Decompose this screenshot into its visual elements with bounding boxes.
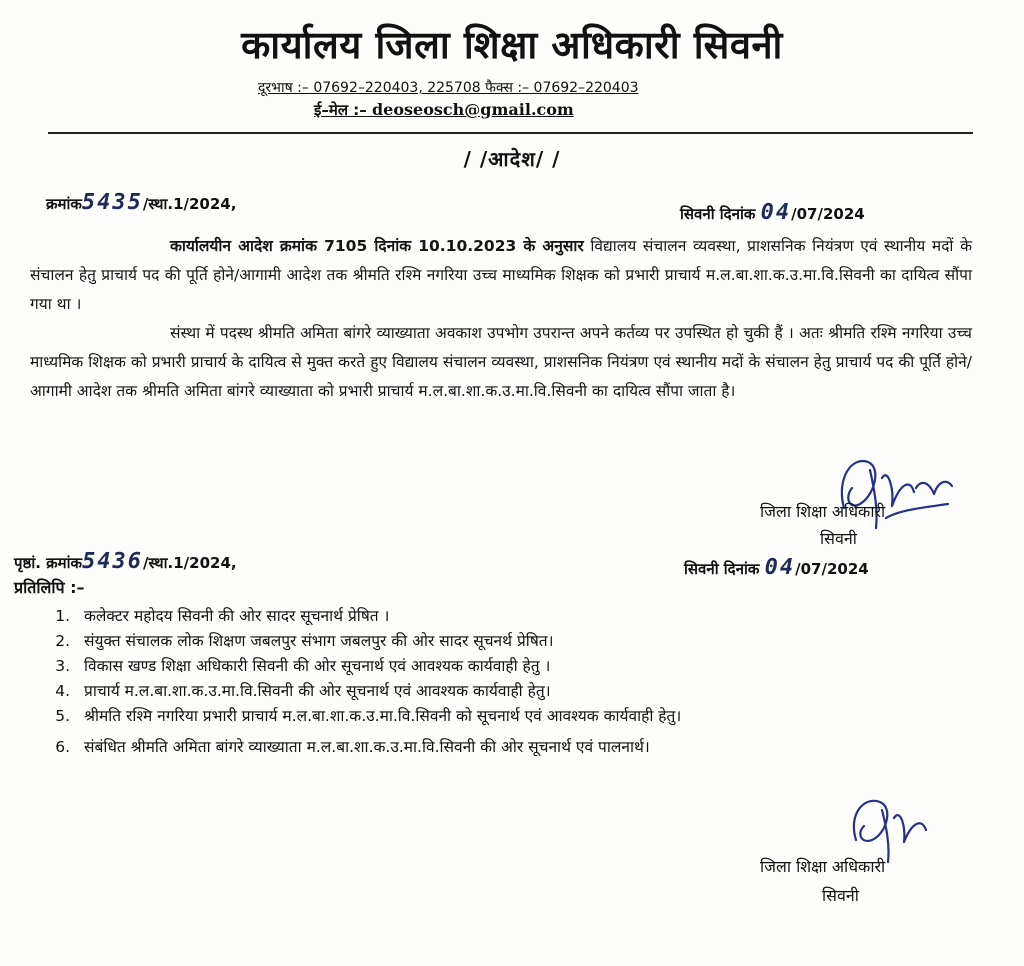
header-divider [48, 132, 973, 134]
order-number-handwritten: 5435 [81, 190, 143, 215]
endorsement-number-handwritten: 5436 [82, 549, 144, 574]
endorsement-date [684, 555, 869, 580]
list-item: 4. प्राचार्य म.ल.बा.शा.क.उ.मा.वि.सिवनी की ओर सूचनार्थ एवं आवश्यक कार्यवाही हेतु। [55, 682, 551, 700]
list-item: 1. कलेक्टर महोदय सिवनी की ओर सादर सूचनार्थ प्रेषित । [55, 607, 390, 625]
signatory-title-1: जिला शिक्षा अधिकारी [760, 502, 886, 521]
signatory-place-1: सिवनी [820, 529, 857, 548]
endorsement-ref-suffix: /स्था.1/2024, [143, 554, 237, 572]
list-item: 2. संयुक्त संचालक लोक शिक्षण जबलपुर संभाग जबलपुर की ओर सादर सूचनर्थ प्रेषित। [55, 632, 554, 650]
order-heading: / /आदेश/ / [463, 147, 561, 171]
contact-numbers: दूरभाष :– 07692–220403, 225708 फैक्स :– 07692–220403 [258, 80, 639, 96]
paragraph-1-reference: कार्यालयीन आदेश क्रमांक 7105 दिनांक 10.10.2023 के अनुसार [170, 237, 584, 255]
paragraph-2: संस्था में पदस्थ श्रीमति अमिता बांगरे व्याख्याता अवकाश उपभोग उपरान्त अपने कर्तव्य पर उपस्थित हो चुकी हैं । अतः श्रीमति रश्मि नगरिया उच्च माध्यमिक शिक्षक को प्रभारी प्राचार्य के दायित्व से मुक्त करते हुए विद्यालय संचालन व्यवस्था, प्राशसनिक नियंत्रण एवं स्थानीय मदों के संचालन हेतु प्राचार्य पद की पूर्ति होने/आगामी आदेश तक श्रीमति अमिता बांगरे व्याख्याता को प्रभारी प्राचार्य म.ल.बा.शा.क.उ.मा.वि.सिवनी का दायित्व सौंपा जाता है। [30, 324, 972, 400]
order-ref-prefix: क्रमांक [46, 195, 82, 213]
copy-to-title: प्रतिलिपि :– [14, 578, 85, 597]
email-address: deoseosch@gmail.com [371, 100, 574, 119]
endorsement-ref-number [14, 549, 237, 574]
order-date-rest: /07/2024 [791, 205, 865, 223]
endorsement-ref-prefix: पृष्ठां. क्रमांक [14, 554, 83, 572]
endorsement-date-day-handwritten: 04 [764, 555, 796, 580]
email-line [314, 100, 574, 120]
list-item: 5. श्रीमति रश्मि नगरिया प्रभारी प्राचार्य म.ल.बा.शा.क.उ.मा.वि.सिवनी को सूचनार्थ एवं आवश्यक कार्यवाही हेतु। [55, 707, 682, 725]
list-item: 6. संबंधित श्रीमति अमिता बांगरे व्याख्याता म.ल.बा.शा.क.उ.मा.वि.सिवनी की ओर सूचनार्थ एवं पालनार्थ। [55, 738, 650, 756]
endorsement-date-rest: /07/2024 [795, 560, 869, 578]
copy-to-list [30, 604, 990, 760]
order-ref-suffix: /स्था.1/2024, [142, 195, 237, 213]
order-date-day-handwritten: 04 [760, 200, 792, 225]
order-date [680, 200, 865, 225]
endorsement-date-prefix: सिवनी दिनांक [684, 560, 760, 578]
paragraph-1-text: विद्यालय संचालन व्यवस्था, प्राशसनिक नियंत्रण एवं स्थानीय मदों के संचालन हेतु प्राचार्य पद की पूर्ति होने/आगामी आदेश तक श्रीमति रश्मि नगरिया उच्च माध्यमिक शिक्षक को प्रभारी प्राचार्य म.ल.बा.शा.क.उ.मा.वि.सिवनी का दायित्व सौंपा गया था । [30, 237, 972, 313]
list-item: 3. विकास खण्ड शिक्षा अधिकारी सिवनी की ओर सूचनार्थ एवं आवश्यक कार्यवाही हेतु । [55, 657, 551, 675]
order-body [30, 232, 972, 406]
email-label: ई–मेल :– [314, 101, 367, 119]
order-ref-number [46, 190, 236, 215]
office-title: कार्यालय जिला शिक्षा अधिकारी सिवनी [241, 23, 783, 67]
signatory-place-2: सिवनी [822, 886, 859, 905]
signatory-title-2: जिला शिक्षा अधिकारी [760, 857, 886, 876]
paragraph-1 [30, 232, 972, 319]
order-date-prefix: सिवनी दिनांक [680, 205, 756, 223]
